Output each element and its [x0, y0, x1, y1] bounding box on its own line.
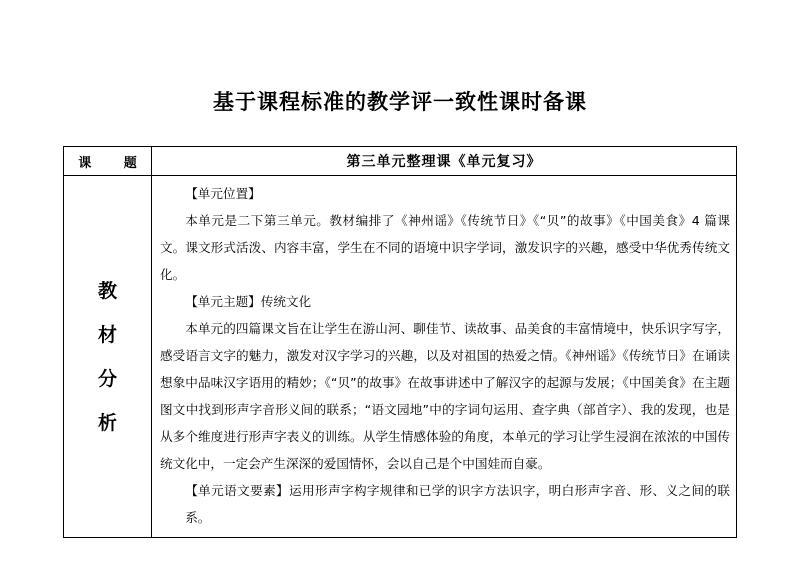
- analysis-label-char-2: 材: [97, 323, 117, 346]
- analysis-label-char-1: 教: [97, 279, 117, 302]
- unit-position-heading: 【单元位置】: [185, 186, 261, 201]
- unit-elements-heading: 【单元语文要素】: [185, 483, 290, 498]
- topic-value: 第三单元整理课《单元复习》: [152, 147, 737, 176]
- topic-row: [64, 147, 737, 176]
- document-title: 基于课程标准的教学评一致性课时备课: [213, 90, 587, 114]
- analysis-label: [64, 176, 152, 538]
- unit-theme-heading: 【单元主题】传统文化: [185, 294, 312, 309]
- topic-label: 课 题: [64, 147, 152, 176]
- unit-theme-text: 本单元的四篇课文旨在让学生在游山河、聊佳节、读故事、品美食的丰富情境中，快乐识字写字，感受语言文字的魅力，激发对汉字学习的兴趣，以及对祖国的热爱之情。《神州谣》《传统节日》在诵读想象中品味汉字语用的精妙；《“贝”的故事》在故事讲述中了解汉字的起源与发展；《中国美食》在主题图文中找到形声字音形义间的联系；“语文园地”中的字词句运用、查字典（部首字）、我的发现，也是从多个维度进行形声字表义的训练。从学生情感体验的角度，本单元的学习让学生浸润在浓浓的中国传统文化中，一定会产生深深的爱国情怀，会以自己是个中国娃而自豪。: [160, 321, 730, 471]
- lesson-plan-table: [63, 146, 737, 538]
- analysis-content: [152, 176, 737, 538]
- analysis-row: [64, 176, 737, 538]
- unit-position-text: 本单元是二下第三单元。教材编排了《神州谣》《传统节日》《“贝”的故事》《中国美食》4 篇课文。课文形式活泼、内容丰富，学生在不同的语境中识字学词，激发识字的兴趣，感受中华优秀传统文化。: [160, 213, 730, 282]
- analysis-label-char-3: 分: [97, 367, 117, 390]
- unit-elements-paragraph: [160, 477, 730, 531]
- unit-elements-text: 运用形声字构字规律和已学的识字方法识字，明白形声字音、形、义之间的联系。: [185, 483, 731, 525]
- analysis-label-char-4: 析: [97, 411, 117, 434]
